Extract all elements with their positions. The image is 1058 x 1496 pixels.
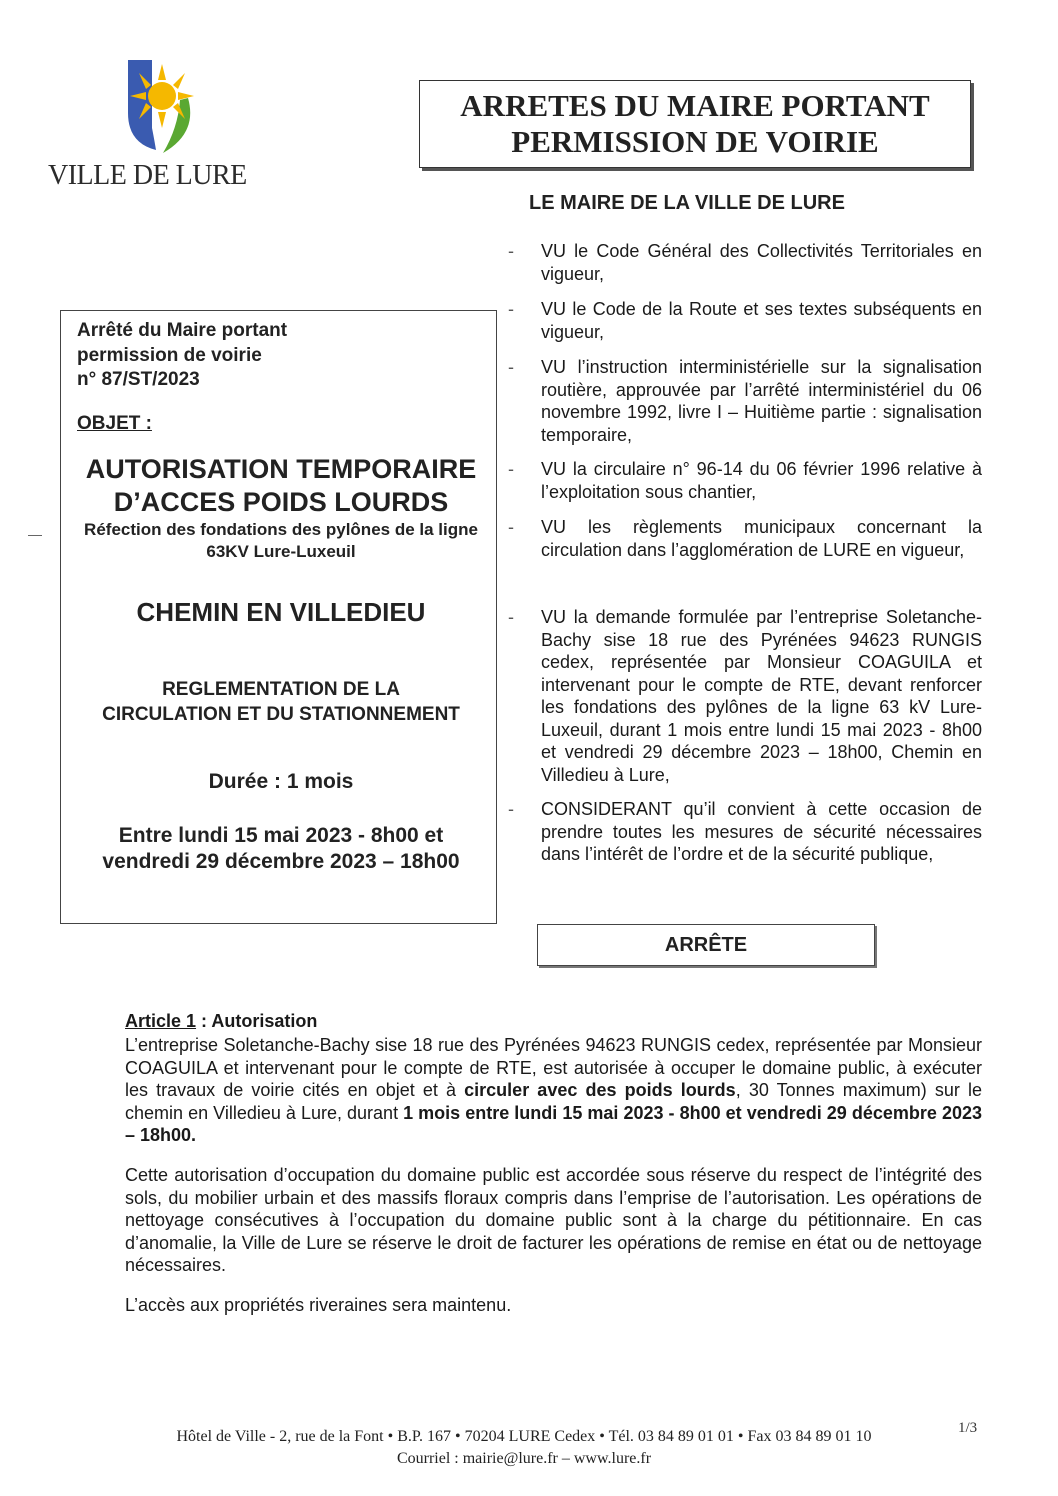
- refection-subtitle: Réfection des fondations des pylônes de la ligne 63KV Lure-Luxeuil: [84, 520, 478, 561]
- article-number: Article 1: [125, 1011, 197, 1031]
- article-heading: : Autorisation: [196, 1011, 318, 1031]
- duration: Durée : 1 mois: [208, 770, 354, 793]
- article-paragraph: Cette autorisation d’occupation du domaine public est accordée sous réserve du respect de l’intégrité des sols, du mobilier urbain et des massifs floraux compris dans l’emprise de l’autorisation. Les opérations de nettoyage consécutives à l’occupation du domaine public sont à la charge du pétitionnaire. En cas d’anomalie, la Ville de Lure se réserve le droit de facturer les opérations de remise en état ou de nettoyage nécessaires.: [125, 1165, 982, 1275]
- vu-text: VU les règlements municipaux concernant la circulation dans l’agglomération de LURE en vigueur,: [541, 517, 982, 560]
- paragraph-text: , 30 Tonnes maximum) sur le chemin en Villedieu à Lure, durant: [125, 1080, 983, 1123]
- list-dash: -: [508, 517, 514, 537]
- paragraph-bold-text: 1 mois entre lundi 15 mai 2023 - 8h00 et vendredi 29 décembre 2023 – 18h00.: [125, 1102, 982, 1145]
- article-paragraph: L’accès aux propriétés riveraines sera maintenu.: [125, 1295, 512, 1315]
- reference-line: Arrêté du Maire portant: [77, 320, 288, 341]
- vu-text: VU la circulaire n° 96-14 du 06 février 1996 relative à l’exploitation sous chantier,: [541, 459, 982, 502]
- article-title: [125, 1011, 317, 1032]
- reglementation-title: [71, 677, 491, 727]
- vu-text: VU la demande formulée par l’entreprise Soletanche-Bachy sise 18 rue des Pyrénées 94623 RUNGIS cedex, représentée par Monsieur COAGUILA et intervenant pour le compte de RTE, devant renforcer les fondations des pylônes de la ligne 63 kV Lure-Luxeuil, durant 1 mois entre lundi 15 mai 2023 - 8h00 et vendredi 29 décembre 2023 – 18h00, Chemin en Villedieu à Lure,: [541, 607, 982, 785]
- title-line-1: ARRETES DU MAIRE PORTANT: [460, 88, 930, 123]
- title-line-2: PERMISSION DE VOIRIE: [511, 124, 879, 159]
- list-dash: -: [508, 357, 514, 377]
- vu-text: VU le Code Général des Collectivités Territoriales en vigueur,: [541, 241, 982, 284]
- vu-text: VU l’instruction interministérielle sur la signalisation routière, approuvée par l’arrêté interministériel du 06 novembre 1992, livre I – Huitième partie : signalisation temporaire,: [541, 357, 982, 445]
- paragraph-bold-text: circuler avec des poids lourds: [464, 1080, 736, 1100]
- city-name: VILLE DE LURE: [48, 160, 247, 191]
- list-dash: -: [508, 607, 514, 627]
- date-line: vendredi 29 décembre 2023 – 18h00: [102, 850, 460, 873]
- date-line: Entre lundi 15 mai 2023 - 8h00 et: [118, 824, 444, 847]
- arrete-reference: [77, 319, 377, 393]
- location-title: CHEMIN EN VILLEDIEU: [136, 597, 426, 627]
- reference-line: permission de voirie: [77, 344, 262, 366]
- footer: [100, 1426, 948, 1470]
- objet-label: OBJET :: [77, 413, 152, 434]
- footer-address: Hôtel de Ville - 2, rue de la Font • B.P. 167 • 70204 LURE Cedex • Tél. 03 84 89 01 01 • Fax 03 84 89 01 10: [176, 1428, 872, 1445]
- list-dash: -: [508, 459, 514, 479]
- paragraph-text: L’entreprise Soletanche-Bachy sise 18 rue des Pyrénées 94623 RUNGIS cedex, représentée par Monsieur COAGUILA et intervenant pour le compte de RTE, est autorisée à occuper le domaine public, à exécuter les travaux de voirie cités en objet et à: [125, 1035, 982, 1100]
- authorization-line: AUTORISATION TEMPORAIRE: [85, 454, 477, 484]
- authorization-title: [71, 453, 491, 519]
- maire-heading: LE MAIRE DE LA VILLE DE LURE: [529, 192, 845, 214]
- page-number: 1/3: [958, 1420, 978, 1436]
- summary-box: [60, 310, 497, 924]
- vu-text: CONSIDERANT qu’il convient à cette occasion de prendre toutes les mesures de sécurité nécessaires dans l’intérêt de l’ordre et de la sécurité publique,: [541, 799, 982, 864]
- margin-mark: [28, 535, 42, 536]
- footer-contact: Courriel : mairie@lure.fr – www.lure.fr: [396, 1450, 652, 1467]
- reglementation-line: REGLEMENTATION DE LA: [162, 679, 400, 700]
- authorization-line: D’ACCES POIDS LOURDS: [113, 487, 449, 517]
- vu-text: VU le Code de la Route et ses textes subséquents en vigueur,: [541, 299, 982, 342]
- document-title-box: [419, 80, 971, 168]
- arrete-heading: ARRÊTE: [537, 924, 875, 966]
- article-paragraph: [125, 1034, 982, 1147]
- reference-number: n° 87/ST/2023: [77, 369, 200, 390]
- reglementation-line: CIRCULATION ET DU STATIONNEMENT: [102, 704, 460, 725]
- list-dash: -: [508, 241, 514, 261]
- date-range: [71, 823, 491, 875]
- list-dash: -: [508, 299, 514, 319]
- city-logo-icon: [118, 58, 208, 158]
- list-dash: -: [508, 799, 514, 819]
